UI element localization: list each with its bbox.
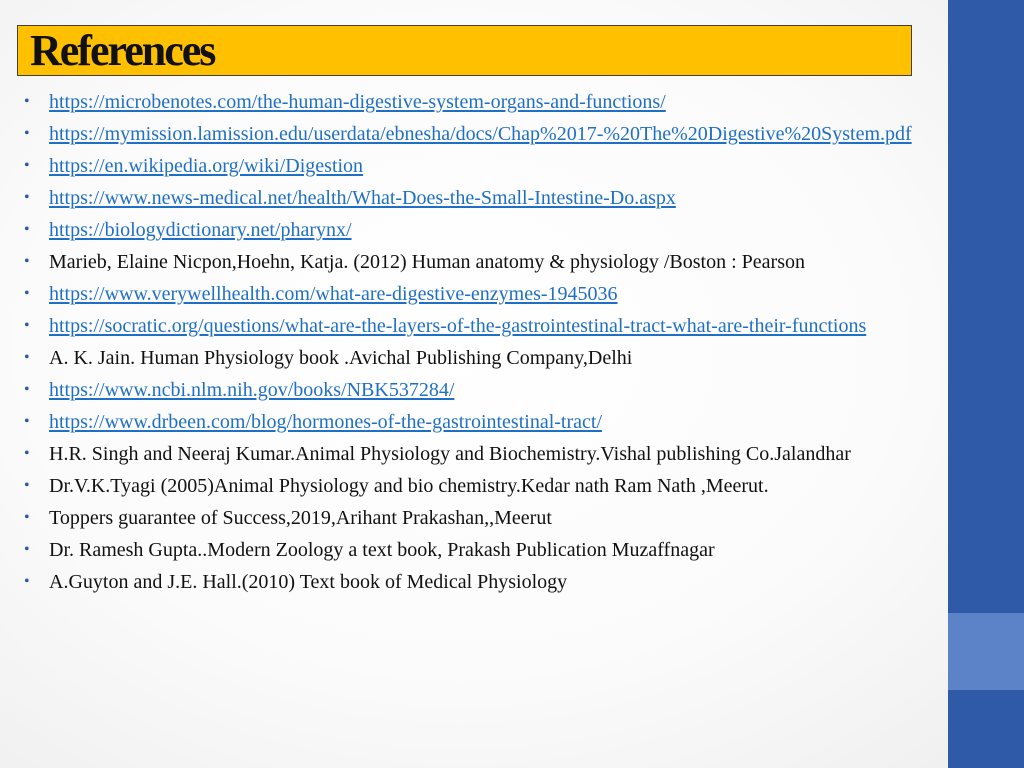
bullet-icon: • bbox=[24, 413, 30, 430]
reference-link-item bbox=[22, 217, 928, 243]
reference-url-link[interactable]: https://mymission.lamission.edu/userdata/ebnesha/docs/Chap%2017-%20The%20Digestive%20System.pdf bbox=[49, 123, 912, 145]
bullet-icon: • bbox=[24, 573, 30, 590]
reference-citation-text: H.R. Singh and Neeraj Kumar.Animal Physiology and Biochemistry.Vishal publishing Co.Jalandhar bbox=[49, 443, 851, 465]
bullet-icon: • bbox=[24, 541, 30, 558]
bullet-icon: • bbox=[24, 445, 30, 462]
bullet-icon: • bbox=[24, 509, 30, 526]
reference-url-link[interactable]: https://www.verywellhealth.com/what-are-digestive-enzymes-1945036 bbox=[49, 283, 618, 305]
bullet-icon: • bbox=[24, 93, 30, 110]
reference-url-link[interactable]: https://www.drbeen.com/blog/hormones-of-the-gastrointestinal-tract/ bbox=[49, 411, 603, 433]
bullet-icon: • bbox=[24, 253, 30, 270]
reference-link-item bbox=[22, 121, 928, 147]
reference-text-item bbox=[22, 345, 928, 371]
reference-url-link[interactable]: https://microbenotes.com/the-human-digestive-system-organs-and-functions/ bbox=[49, 91, 666, 113]
reference-text-item bbox=[22, 537, 928, 563]
bullet-icon: • bbox=[24, 157, 30, 174]
bullet-icon: • bbox=[24, 221, 30, 238]
reference-link-item bbox=[22, 89, 928, 115]
reference-text-item bbox=[22, 249, 928, 275]
reference-url-link[interactable]: https://www.ncbi.nlm.nih.gov/books/NBK537284/ bbox=[49, 379, 455, 401]
reference-text-item bbox=[22, 473, 928, 499]
reference-citation-text: Toppers guarantee of Success,2019,Arihant Prakashan,,Meerut bbox=[49, 507, 552, 529]
reference-link-item bbox=[22, 313, 928, 339]
reference-citation-text: A.Guyton and J.E. Hall.(2010) Text book of Medical Physiology bbox=[49, 571, 568, 593]
reference-link-item bbox=[22, 153, 928, 179]
reference-link-item bbox=[22, 409, 928, 435]
reference-text-item bbox=[22, 505, 928, 531]
reference-citation-text: Dr.V.K.Tyagi (2005)Animal Physiology and bio chemistry.Kedar nath Ram Nath ,Meerut. bbox=[49, 475, 769, 497]
slide-title: References bbox=[30, 26, 215, 75]
bullet-icon: • bbox=[24, 477, 30, 494]
reference-link-item bbox=[22, 281, 928, 307]
reference-text-item bbox=[22, 441, 928, 467]
bullet-icon: • bbox=[24, 317, 30, 334]
reference-citation-text: Marieb, Elaine Nicpon,Hoehn, Katja. (2012) Human anatomy & physiology /Boston : Pearson bbox=[49, 251, 805, 273]
bullet-icon: • bbox=[24, 125, 30, 142]
bullet-icon: • bbox=[24, 381, 30, 398]
right-bar-accent-block bbox=[948, 613, 1024, 690]
reference-url-link[interactable]: https://www.news-medical.net/health/What-Does-the-Small-Intestine-Do.aspx bbox=[49, 187, 676, 209]
reference-url-link[interactable]: https://en.wikipedia.org/wiki/Digestion bbox=[49, 155, 364, 177]
reference-list bbox=[22, 89, 928, 601]
reference-citation-text: Dr. Ramesh Gupta..Modern Zoology a text book, Prakash Publication Muzaffnagar bbox=[49, 539, 715, 561]
bullet-icon: • bbox=[24, 349, 30, 366]
reference-url-link[interactable]: https://biologydictionary.net/pharynx/ bbox=[49, 219, 352, 241]
reference-link-item bbox=[22, 377, 928, 403]
reference-citation-text: A. K. Jain. Human Physiology book .Avichal Publishing Company,Delhi bbox=[49, 347, 633, 369]
reference-text-item bbox=[22, 569, 928, 595]
bullet-icon: • bbox=[24, 189, 30, 206]
title-banner bbox=[17, 25, 912, 76]
bullet-icon: • bbox=[24, 285, 30, 302]
reference-link-item bbox=[22, 185, 928, 211]
reference-url-link[interactable]: https://socratic.org/questions/what-are-the-layers-of-the-gastrointestinal-tract-what-are-their-functions bbox=[49, 315, 867, 337]
